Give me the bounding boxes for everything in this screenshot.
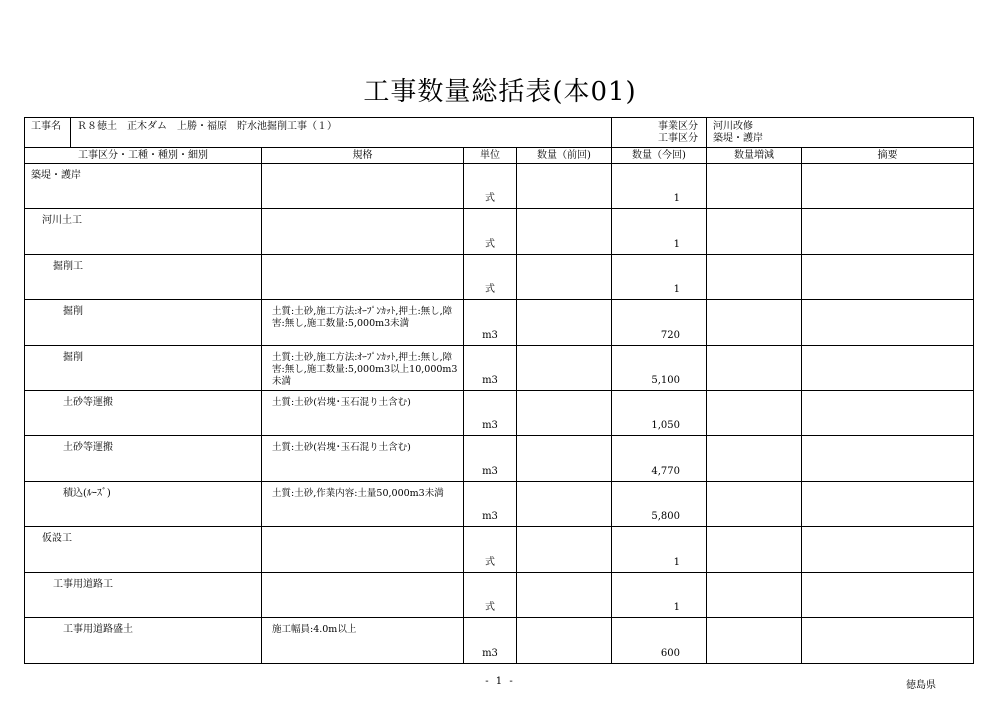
row-unit: m3 [464,482,517,526]
table-row [25,300,973,345]
row-unit: 式 [464,164,517,208]
table-row [25,346,973,391]
row-unit: m3 [464,300,517,344]
row-unit: m3 [464,391,517,435]
row-qty-change [707,482,802,526]
row-spec: 施工幅員:4.0m以上 [262,618,464,663]
row-qty-current: 1 [612,527,707,571]
row-qty-previous [517,346,612,390]
row-qty-current: 720 [612,300,707,344]
row-qty-change [707,527,802,571]
row-qty-current: 5,800 [612,482,707,526]
row-remarks [802,527,973,571]
row-spec: 土質:土砂(岩塊･玉石混り土含む) [262,391,464,435]
row-category: 掘削工 [25,255,262,299]
project-header [25,118,973,148]
classification-values [707,118,973,147]
row-category: 河川土工 [25,209,262,253]
row-unit: 式 [464,209,517,253]
work-class-label: 工事区分 [658,133,698,144]
column-header-qty-previous: 数量（前回) [517,148,612,163]
row-unit: 式 [464,255,517,299]
page-number: - 1 - [485,676,515,687]
row-qty-previous [517,436,612,480]
row-spec [262,573,464,617]
row-qty-current: 1 [612,255,707,299]
row-spec: 土質:土砂(岩塊･玉石混り土含む) [262,436,464,480]
row-qty-previous [517,255,612,299]
table-row [25,527,973,572]
row-qty-current: 600 [612,618,707,663]
row-qty-change [707,300,802,344]
row-remarks [802,573,973,617]
row-qty-previous [517,527,612,571]
row-qty-change [707,255,802,299]
row-remarks [802,300,973,344]
table-row [25,209,973,254]
table-row [25,164,973,209]
row-category: 土砂等運搬 [25,391,262,435]
row-unit: m3 [464,618,517,663]
document-title: 工事数量総括表(本01) [363,77,637,107]
row-remarks [802,482,973,526]
row-qty-change [707,436,802,480]
row-qty-current: 1 [612,209,707,253]
row-qty-current: 4,770 [612,436,707,480]
row-category: 土砂等運搬 [25,436,262,480]
row-category: 仮設工 [25,527,262,571]
table-row [25,391,973,436]
row-remarks [802,346,973,390]
row-qty-previous [517,391,612,435]
row-remarks [802,391,973,435]
row-spec: 土質:土砂,施工方法:ｵｰﾌﾟﾝｶｯﾄ,押土:無し,障害:無し,施工数量:5,000m3未満 [262,300,464,344]
row-category: 築堤・護岸 [25,164,262,208]
row-qty-previous [517,209,612,253]
project-name-label: 工事名 [25,118,71,147]
project-name-value: Ｒ８徳土 正木ダム 上勝・福原 貯水池掘削工事（１） [71,118,612,147]
row-spec [262,527,464,571]
row-unit: 式 [464,573,517,617]
row-category: 積込(ﾙｰｽﾞ) [25,482,262,526]
row-unit: m3 [464,436,517,480]
row-qty-change [707,573,802,617]
row-qty-change [707,346,802,390]
row-qty-previous [517,164,612,208]
row-qty-previous [517,573,612,617]
row-qty-previous [517,482,612,526]
work-class-value: 築堤・護岸 [713,133,763,144]
column-header-qty-current: 数量（今回) [612,148,707,163]
business-class-value: 河川改修 [713,121,753,132]
row-qty-current: 1 [612,573,707,617]
row-qty-current: 1,050 [612,391,707,435]
row-remarks [802,618,973,663]
row-qty-change [707,618,802,663]
table-row [25,436,973,481]
row-qty-change [707,209,802,253]
row-remarks [802,209,973,253]
row-qty-change [707,164,802,208]
column-header-category: 工事区分・工種・種別・細別 [25,148,262,163]
row-spec: 土質:土砂,作業内容:土量50,000m3未満 [262,482,464,526]
row-spec [262,255,464,299]
row-remarks [802,164,973,208]
row-qty-current: 1 [612,164,707,208]
column-header-remarks: 摘要 [877,150,898,161]
row-qty-previous [517,618,612,663]
row-remarks [802,255,973,299]
row-qty-previous [517,300,612,344]
business-class-label: 事業区分 [658,121,698,132]
row-category: 掘削 [25,346,262,390]
summary-table [24,117,974,664]
column-header-row [25,148,973,164]
row-category: 工事用道路工 [25,573,262,617]
row-unit: m3 [464,346,517,390]
row-category: 工事用道路盛土 [25,618,262,663]
row-remarks [802,436,973,480]
row-spec: 土質:土砂,施工方法:ｵｰﾌﾟﾝｶｯﾄ,押土:無し,障害:無し,施工数量:5,000m3以上10,000m3未満 [262,346,464,390]
column-header-unit: 単位 [464,148,517,163]
row-qty-change [707,391,802,435]
row-spec [262,209,464,253]
table-row [25,482,973,527]
column-header-spec: 規格 [262,148,464,163]
table-body [25,164,973,663]
row-category: 掘削 [25,300,262,344]
table-row [25,255,973,300]
row-spec [262,164,464,208]
row-qty-current: 5,100 [612,346,707,390]
table-row [25,573,973,618]
classification-labels [612,118,707,147]
organization-name: 徳島県 [906,680,936,691]
row-unit: 式 [464,527,517,571]
table-row [25,618,973,663]
column-header-qty-change: 数量増減 [707,148,802,163]
